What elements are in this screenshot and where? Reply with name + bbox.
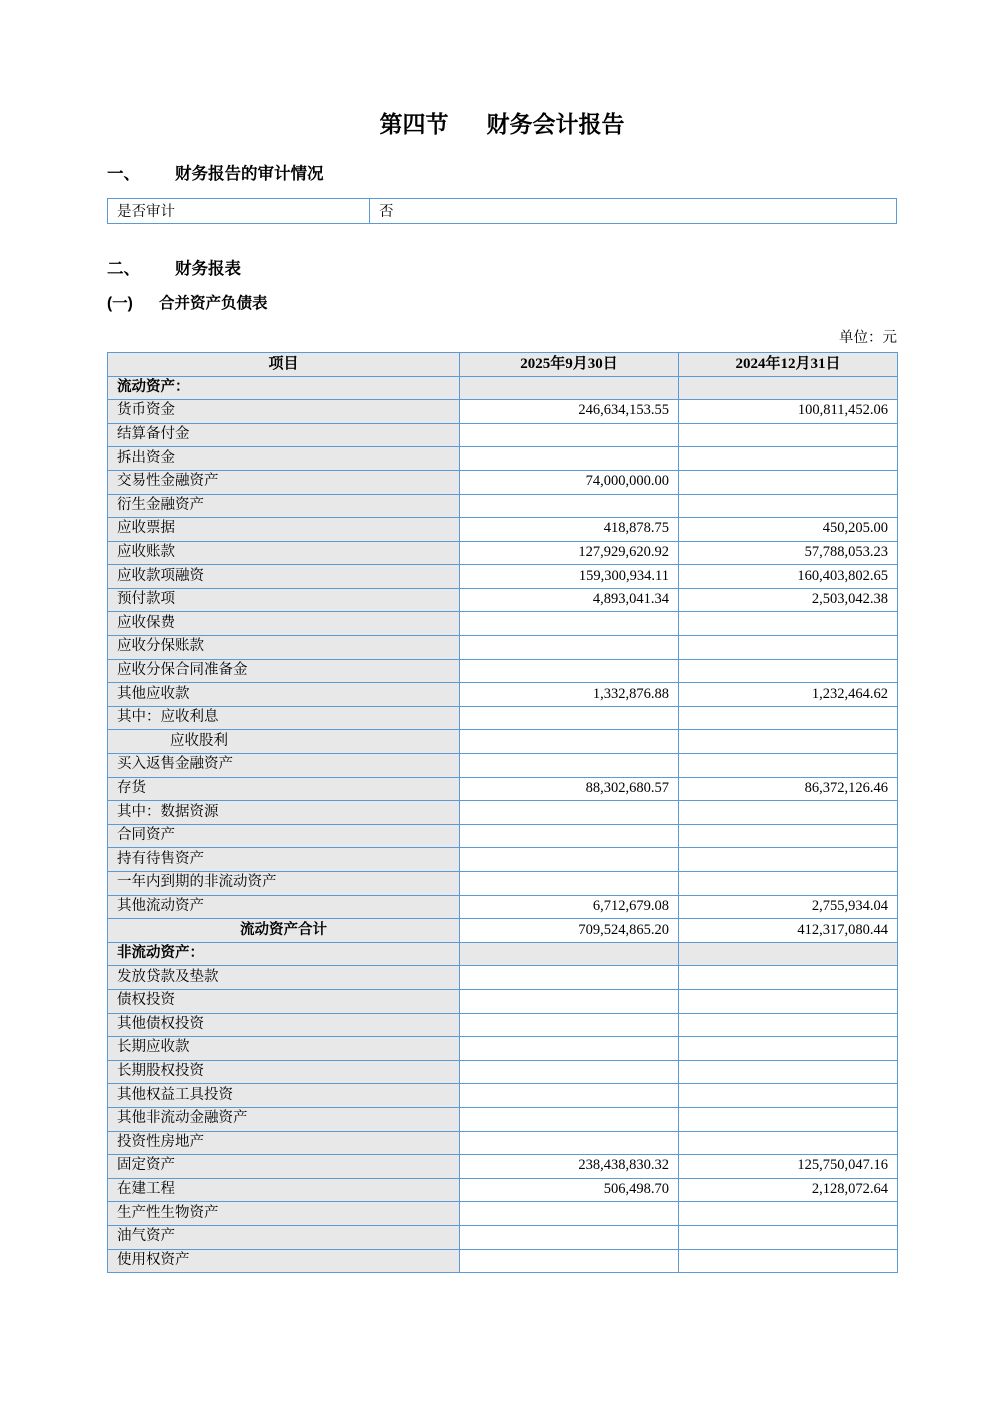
value-cell-2024 <box>679 423 898 447</box>
item-label-cell: 长期应收款 <box>108 1037 460 1061</box>
value-cell-2025 <box>460 1060 679 1084</box>
value-cell-2025 <box>460 754 679 778</box>
item-label-cell: 发放贷款及垫款 <box>108 966 460 990</box>
table-row <box>108 919 898 943</box>
value-cell-2025 <box>460 1131 679 1155</box>
table-row <box>108 494 898 518</box>
value-cell-2024 <box>679 636 898 660</box>
value-cell-2025 <box>460 942 679 966</box>
audit-table <box>107 198 897 224</box>
value-cell-2025: 709,524,865.20 <box>460 919 679 943</box>
item-label-cell: 应收分保账款 <box>108 636 460 660</box>
value-cell-2024: 86,372,126.46 <box>679 777 898 801</box>
value-cell-2025: 127,929,620.92 <box>460 541 679 565</box>
item-label-cell: 合同资产 <box>108 824 460 848</box>
value-cell-2025: 238,438,830.32 <box>460 1155 679 1179</box>
value-cell-2025: 6,712,679.08 <box>460 895 679 919</box>
table-row <box>108 824 898 848</box>
table-row <box>108 1084 898 1108</box>
item-label-cell: 衍生金融资产 <box>108 494 460 518</box>
item-label-cell: 货币资金 <box>108 400 460 424</box>
table-row <box>108 754 898 778</box>
value-cell-2024 <box>679 872 898 896</box>
value-cell-2025 <box>460 1013 679 1037</box>
item-label-cell: 其他非流动金融资产 <box>108 1107 460 1131</box>
item-label-cell: 长期股权投资 <box>108 1060 460 1084</box>
value-cell-2025 <box>460 730 679 754</box>
value-cell-2024 <box>679 612 898 636</box>
item-label-cell: 在建工程 <box>108 1178 460 1202</box>
table-row <box>108 1178 898 1202</box>
value-cell-2025 <box>460 872 679 896</box>
value-cell-2025 <box>460 1084 679 1108</box>
table-row <box>108 636 898 660</box>
item-label-cell: 其他流动资产 <box>108 895 460 919</box>
header-cell-date-2024: 2024年12月31日 <box>679 352 898 376</box>
table-row <box>108 588 898 612</box>
item-label-cell: 使用权资产 <box>108 1249 460 1273</box>
value-cell-2025 <box>460 636 679 660</box>
item-label-cell: 其他债权投资 <box>108 1013 460 1037</box>
item-label-cell: 结算备付金 <box>108 423 460 447</box>
item-label-cell: 应收分保合同准备金 <box>108 659 460 683</box>
item-label-cell: 拆出资金 <box>108 447 460 471</box>
unit-label: 单位：元 <box>839 329 897 346</box>
subsection-heading-balance-sheet <box>107 295 897 314</box>
value-cell-2025: 506,498.70 <box>460 1178 679 1202</box>
table-row <box>108 848 898 872</box>
value-cell-2024 <box>679 801 898 825</box>
item-label-cell: 油气资产 <box>108 1225 460 1249</box>
value-cell-2024 <box>679 659 898 683</box>
value-cell-2024 <box>679 824 898 848</box>
value-cell-2025 <box>460 966 679 990</box>
item-label-cell: 交易性金融资产 <box>108 470 460 494</box>
value-cell-2024: 160,403,802.65 <box>679 565 898 589</box>
value-cell-2024 <box>679 494 898 518</box>
value-cell-2025 <box>460 376 679 400</box>
item-label-cell: 买入返售金融资产 <box>108 754 460 778</box>
item-label-cell: 存货 <box>108 777 460 801</box>
value-cell-2024: 450,205.00 <box>679 518 898 542</box>
value-cell-2025 <box>460 1202 679 1226</box>
value-cell-2024 <box>679 1202 898 1226</box>
value-cell-2024: 412,317,080.44 <box>679 919 898 943</box>
item-label-cell: 应收账款 <box>108 541 460 565</box>
table-row <box>108 777 898 801</box>
value-cell-2024: 57,788,053.23 <box>679 541 898 565</box>
page-content <box>107 0 897 1273</box>
table-row <box>108 518 898 542</box>
table-row <box>108 966 898 990</box>
balance-table-body <box>108 376 898 1273</box>
page-title-section-number: 第四节 <box>379 111 449 137</box>
value-cell-2024 <box>679 730 898 754</box>
value-cell-2024 <box>679 470 898 494</box>
section-number: 二、 <box>107 259 140 278</box>
section-heading-text: 财务报表 <box>175 259 241 278</box>
subsection-number: (一) <box>107 295 133 313</box>
value-cell-2025 <box>460 801 679 825</box>
value-cell-2024 <box>679 1249 898 1273</box>
table-row <box>108 400 898 424</box>
item-label-cell: 其他权益工具投资 <box>108 1084 460 1108</box>
value-cell-2024: 2,755,934.04 <box>679 895 898 919</box>
item-label-cell: 流动资产合计 <box>108 919 460 943</box>
table-row <box>108 1155 898 1179</box>
value-cell-2025 <box>460 1249 679 1273</box>
value-cell-2024 <box>679 966 898 990</box>
table-row <box>108 447 898 471</box>
value-cell-2024 <box>679 942 898 966</box>
value-cell-2024 <box>679 447 898 471</box>
value-cell-2024: 2,503,042.38 <box>679 588 898 612</box>
value-cell-2024 <box>679 1107 898 1131</box>
table-row <box>108 895 898 919</box>
table-row <box>108 1249 898 1273</box>
table-row <box>108 470 898 494</box>
item-label-cell: 应收保费 <box>108 612 460 636</box>
value-cell-2024: 2,128,072.64 <box>679 1178 898 1202</box>
value-cell-2024 <box>679 376 898 400</box>
header-row <box>108 352 898 376</box>
balance-sheet-table <box>107 352 898 1273</box>
item-label-cell: 债权投资 <box>108 989 460 1013</box>
table-row <box>108 376 898 400</box>
table-row <box>108 541 898 565</box>
table-row <box>108 423 898 447</box>
item-label-cell: 应收款项融资 <box>108 565 460 589</box>
subsection-heading-text: 合并资产负债表 <box>159 295 268 313</box>
value-cell-2024 <box>679 1225 898 1249</box>
item-label-cell: 投资性房地产 <box>108 1131 460 1155</box>
item-label-cell: 其中：数据资源 <box>108 801 460 825</box>
value-cell-2025 <box>460 659 679 683</box>
page-title-text: 财务会计报告 <box>486 111 625 137</box>
table-row <box>108 659 898 683</box>
value-cell-2024 <box>679 848 898 872</box>
value-cell-2024 <box>679 754 898 778</box>
item-label-cell: 生产性生物资产 <box>108 1202 460 1226</box>
item-label-cell: 其他应收款 <box>108 683 460 707</box>
section-heading-text: 财务报告的审计情况 <box>175 164 324 183</box>
section-heading-audit <box>107 165 897 185</box>
value-cell-2025 <box>460 848 679 872</box>
value-cell-2025 <box>460 1107 679 1131</box>
table-row <box>108 801 898 825</box>
value-cell-2025: 74,000,000.00 <box>460 470 679 494</box>
item-label-cell: 持有待售资产 <box>108 848 460 872</box>
value-cell-2025: 1,332,876.88 <box>460 683 679 707</box>
item-label-cell: 流动资产： <box>108 376 460 400</box>
value-cell-2024 <box>679 1084 898 1108</box>
value-cell-2024 <box>679 989 898 1013</box>
audit-label-cell: 是否审计 <box>108 198 370 223</box>
table-row <box>108 872 898 896</box>
value-cell-2024 <box>679 1060 898 1084</box>
value-cell-2024 <box>679 1037 898 1061</box>
value-cell-2024 <box>679 706 898 730</box>
table-row <box>108 612 898 636</box>
table-row <box>108 1013 898 1037</box>
item-label-cell: 一年内到期的非流动资产 <box>108 872 460 896</box>
item-label-cell: 应收票据 <box>108 518 460 542</box>
section-heading-statements <box>107 260 897 280</box>
value-cell-2025 <box>460 989 679 1013</box>
audit-value-cell: 否 <box>370 198 897 223</box>
value-cell-2025: 159,300,934.11 <box>460 565 679 589</box>
value-cell-2025: 4,893,041.34 <box>460 588 679 612</box>
section-number: 一、 <box>107 164 140 183</box>
value-cell-2025 <box>460 494 679 518</box>
page-title <box>107 110 897 139</box>
value-cell-2025: 418,878.75 <box>460 518 679 542</box>
table-row <box>108 730 898 754</box>
item-label-cell: 应收股利 <box>108 730 460 754</box>
value-cell-2025 <box>460 1225 679 1249</box>
item-label-cell: 其中：应收利息 <box>108 706 460 730</box>
value-cell-2024: 100,811,452.06 <box>679 400 898 424</box>
table-row <box>108 1060 898 1084</box>
value-cell-2025 <box>460 423 679 447</box>
table-row <box>108 683 898 707</box>
item-label-cell: 预付款项 <box>108 588 460 612</box>
table-row <box>108 706 898 730</box>
value-cell-2024: 1,232,464.62 <box>679 683 898 707</box>
value-cell-2025: 88,302,680.57 <box>460 777 679 801</box>
value-cell-2025 <box>460 1037 679 1061</box>
table-row <box>108 1037 898 1061</box>
audit-table-row <box>108 198 897 223</box>
value-cell-2025 <box>460 612 679 636</box>
item-label-cell: 非流动资产： <box>108 942 460 966</box>
value-cell-2024 <box>679 1131 898 1155</box>
value-cell-2025 <box>460 706 679 730</box>
table-row <box>108 1131 898 1155</box>
table-row <box>108 1225 898 1249</box>
table-row <box>108 1202 898 1226</box>
header-cell-item: 项目 <box>108 352 460 376</box>
value-cell-2025 <box>460 447 679 471</box>
table-row <box>108 1107 898 1131</box>
table-row <box>108 565 898 589</box>
value-cell-2025 <box>460 824 679 848</box>
value-cell-2024: 125,750,047.16 <box>679 1155 898 1179</box>
table-row <box>108 942 898 966</box>
header-cell-date-2025: 2025年9月30日 <box>460 352 679 376</box>
value-cell-2024 <box>679 1013 898 1037</box>
table-row <box>108 989 898 1013</box>
value-cell-2025: 246,634,153.55 <box>460 400 679 424</box>
item-label-cell: 固定资产 <box>108 1155 460 1179</box>
